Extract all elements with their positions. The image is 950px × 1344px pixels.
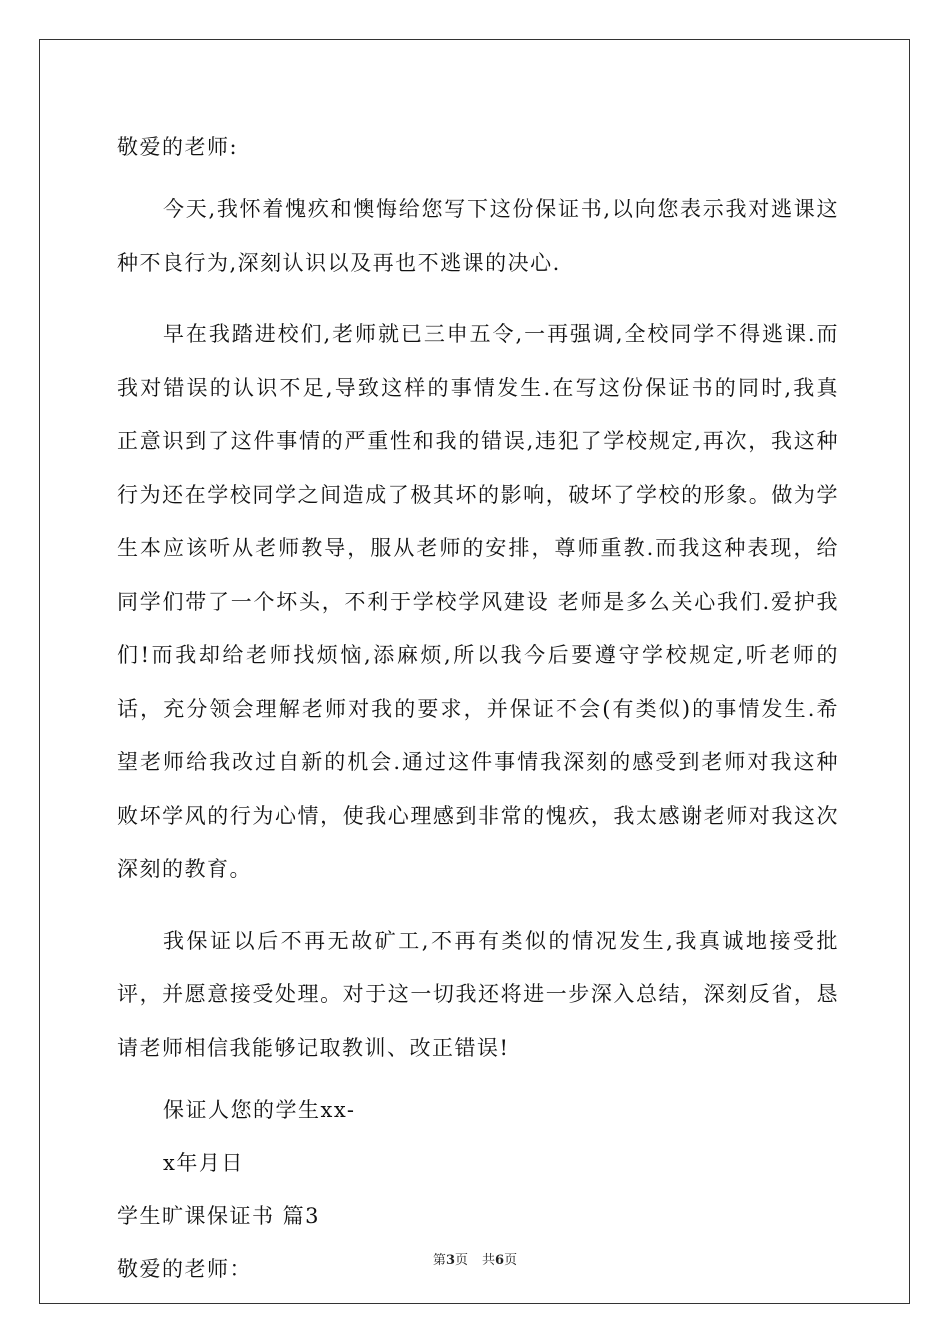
section-title: 学生旷课保证书 篇3 — [117, 1204, 321, 1228]
date: x年月日 — [163, 1151, 244, 1175]
signature: 保证人您的学生xx- — [163, 1098, 356, 1122]
total-label-prefix: 共 — [482, 1253, 496, 1268]
salutation: 敬爱的老师: — [117, 135, 239, 159]
total-label-suffix: 页 — [504, 1253, 518, 1268]
total-pages-number: 6 — [495, 1253, 505, 1268]
salutation-2: 敬爱的老师： — [117, 1257, 252, 1281]
page-label-suffix: 页 — [454, 1253, 468, 1268]
current-page-number: 3 — [445, 1253, 455, 1268]
document-body — [117, 130, 839, 1305]
paragraph-1: 今天,我怀着愧疚和懊悔给您写下这份保证书,以向您表示我对逃课这种不良行为,深刻认识以及再也不逃课的决心. — [117, 197, 839, 275]
page-label-prefix: 第 — [432, 1253, 446, 1268]
paragraph-2: 早在我踏进校们,老师就已三申五令,一再强调,全校同学不得逃课.而我对错误的认识不足,导致这样的事情发生.在写这份保证书的同时,我真正意识到了这件事情的严重性和我的错误,违犯了学校规定,再次，我这种行为还在学校同学之间造成了极其坏的影响，破坏了学校的形象。做为学生本应该听从老师教导，服从老师的安排，尊师重教.而我这种表现，给同学们带了一个坏头，不利于学校学风建设 老师是多么关心我们.爱护我们!而我却给老师找烦恼,添麻烦,所以我今后要遵守学校规定,听老师的话，充分领会理解老师对我的要求，并保证不会(有类似)的事情发生.希望老师给我改过自新的机会.通过这件事情我深刻的感受到老师对我这种败坏学风的行为心情，使我心理感到非常的愧疚，我太感谢老师对我这次深刻的教育。 — [117, 322, 839, 881]
paragraph-3: 我保证以后不再无故矿工,不再有类似的情况发生,我真诚地接受批评，并愿意接受处理。对于这一切我还将进一步深入总结，深刻反省，恳请老师相信我能够记取教训、改正错误! — [117, 928, 839, 1060]
page-footer — [0, 1249, 950, 1268]
